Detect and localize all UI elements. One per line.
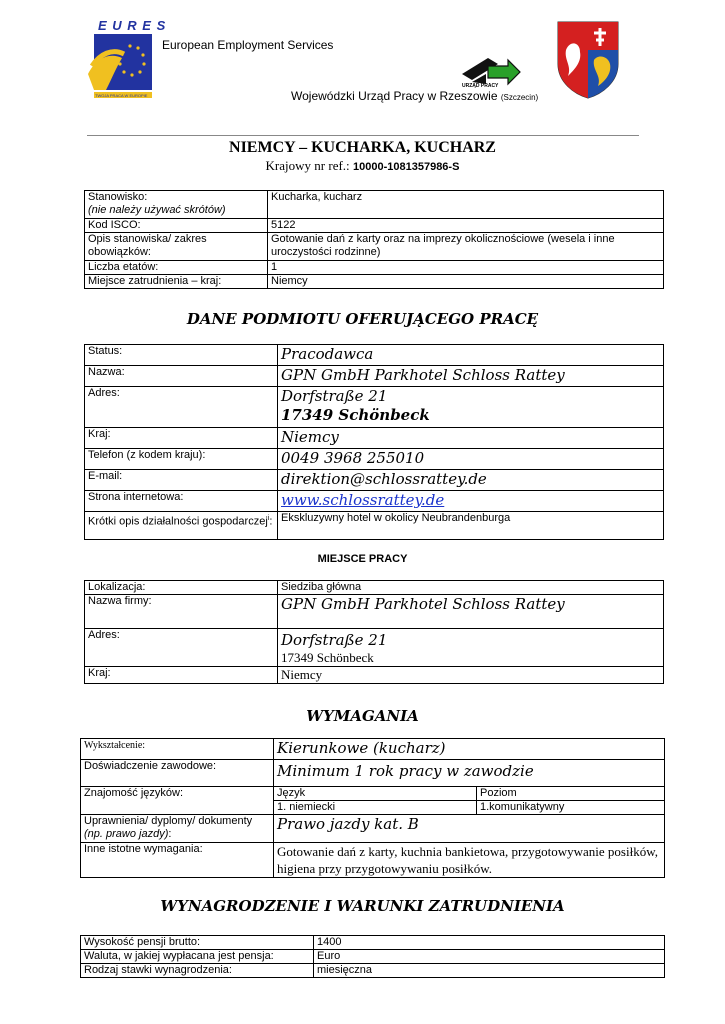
status-label: Status:	[85, 345, 278, 366]
table-row	[81, 739, 665, 760]
table-row	[81, 787, 665, 801]
table-row	[85, 428, 664, 449]
licenses-colon: :	[168, 828, 172, 840]
employer-name-label: Nazwa:	[85, 366, 278, 387]
business-description-label-cell	[85, 512, 278, 540]
coat-of-arms	[556, 20, 620, 100]
employer-name-value: GPN GmbH Parkhotel Schloss Rattey	[278, 366, 664, 387]
workplace-address-city: 17349 Schönbeck	[281, 650, 374, 665]
languages-label: Znajomość języków:	[81, 787, 274, 815]
currency-label: Waluta, w jakiej wypłacana jest pensja:	[81, 950, 314, 964]
job-position-label-cell	[85, 191, 268, 219]
education-value: Kierunkowe (kucharz)	[274, 739, 665, 760]
language-1: 1. niemiecki	[274, 801, 477, 815]
table-row	[85, 366, 664, 387]
isco-value: 5122	[268, 219, 664, 233]
reference-label: Krajowy nr ref.:	[265, 158, 350, 173]
phone-label: Telefon (z kodem kraju):	[85, 449, 278, 470]
workplace-section-title: MIEJSCE PRACY	[317, 553, 408, 565]
table-row	[81, 760, 665, 787]
table-row	[85, 581, 664, 595]
experience-label: Doświadczenie zawodowe:	[81, 760, 274, 787]
job-description-label: Opis stanowiska/ zakres obowiązków:	[85, 233, 268, 261]
eures-logo-text: E U R E S	[98, 18, 167, 33]
table-row	[85, 629, 664, 667]
office-logo-text: URZĄD PRACY	[462, 83, 499, 89]
business-description-colon: :	[269, 515, 273, 528]
employer-address-city: 17349 Schönbeck	[281, 406, 430, 424]
level-header: Poziom	[477, 787, 665, 801]
office-name	[291, 89, 538, 103]
phone-value: 0049 3968 255010	[278, 449, 664, 470]
licenses-label: Uprawnienia/ dyplomy/ dokumenty	[84, 815, 253, 827]
table-row	[85, 191, 664, 219]
email-value: direktion@schlossrattey.de	[278, 470, 664, 491]
employer-address-label: Adres:	[85, 387, 278, 428]
employer-country-value: Niemcy	[278, 428, 664, 449]
table-row	[85, 512, 664, 540]
business-description-value: Ekskluzywny hotel w okolicy Neubrandenburga	[278, 512, 664, 540]
company-name-label: Nazwa firmy:	[85, 595, 278, 629]
table-row	[85, 219, 664, 233]
table-row	[85, 233, 664, 261]
requirements-section-title: WYMAGANIA	[306, 707, 419, 725]
european-services-text: European Employment Services	[162, 38, 334, 52]
email-label: E-mail:	[85, 470, 278, 491]
table-row	[81, 815, 665, 843]
business-description-label: Krótki opis działalności gospodarczej	[88, 515, 268, 528]
workplace-country-label: Miejsce zatrudnienia – kraj:	[85, 275, 268, 289]
requirements-table	[80, 738, 665, 878]
job-position-label: Stanowisko:	[88, 191, 148, 203]
positions-count-value: 1	[268, 261, 664, 275]
reference-line	[0, 158, 725, 174]
table-row	[85, 470, 664, 491]
salary-section-title: WYNAGRODZENIE I WARUNKI ZATRUDNIENIA	[160, 897, 565, 915]
salary-table	[80, 935, 665, 978]
reference-number: 10000-1081357986-S	[353, 161, 460, 173]
table-row	[81, 843, 665, 878]
job-position-note: (nie należy używać skrótów)	[88, 204, 226, 216]
table-row	[85, 667, 664, 684]
employer-section-title: DANE PODMIOTU OFERUJĄCEGO PRACĘ	[186, 310, 539, 328]
workplace-address-label: Adres:	[85, 629, 278, 667]
licenses-label-cell	[81, 815, 274, 843]
employer-address-cell	[278, 387, 664, 428]
footnote-marker[interactable]: i	[267, 515, 270, 522]
table-row	[81, 936, 665, 950]
education-label: Wykształcenie:	[81, 739, 274, 760]
page-title: NIEMCY – KUCHARKA, KUCHARZ	[229, 139, 496, 156]
website-label: Strona internetowa:	[85, 491, 278, 512]
salary-amount-value: 1400	[314, 936, 665, 950]
location-value: Siedziba główna	[278, 581, 664, 595]
rate-type-value: miesięczna	[314, 964, 665, 978]
table-row	[85, 449, 664, 470]
website-cell	[278, 491, 664, 512]
rate-type-label: Rodzaj stawki wynagrodzenia:	[81, 964, 314, 978]
licenses-note: (np. prawo jazdy)	[84, 828, 169, 840]
language-header: Język	[274, 787, 477, 801]
header-divider	[87, 135, 639, 136]
table-row	[85, 345, 664, 366]
website-link[interactable]: www.schlossrattey.de	[281, 491, 445, 509]
workplace-country-value: Niemcy	[268, 275, 664, 289]
level-1: 1.komunikatywny	[477, 801, 665, 815]
employer-address-street: Dorfstraße 21	[281, 387, 388, 405]
job-table	[84, 190, 664, 289]
other-requirements-label: Inne istotne wymagania:	[81, 843, 274, 878]
table-row	[85, 491, 664, 512]
experience-value: Minimum 1 rok pracy w zawodzie	[274, 760, 665, 787]
licenses-note-line	[84, 828, 270, 841]
office-branch: (Szczecin)	[500, 93, 539, 102]
workplace-address-street: Dorfstraße 21	[281, 631, 388, 649]
workplace-country-value: Niemcy	[278, 667, 664, 684]
licenses-value: Prawo jazdy kat. B	[274, 815, 665, 843]
employer-table	[84, 344, 664, 540]
positions-count-label: Liczba etatów:	[85, 261, 268, 275]
company-name-value: GPN GmbH Parkhotel Schloss Rattey	[278, 595, 664, 629]
table-row	[81, 950, 665, 964]
table-row	[85, 387, 664, 428]
other-requirements-value: Gotowanie dań z karty, kuchnia bankietowa, przygotowywanie posiłków, higiena przy przygotowywaniu posiłków.	[274, 843, 665, 878]
job-description-value: Gotowanie dań z karty oraz na imprezy okolicznościowe (wesela i inne uroczystości rodzinne)	[268, 233, 664, 261]
workplace-table	[84, 580, 664, 684]
isco-label: Kod ISCO:	[85, 219, 268, 233]
job-position-value: Kucharka, kucharz	[268, 191, 664, 219]
status-value: Pracodawca	[278, 345, 664, 366]
table-row	[81, 964, 665, 978]
eures-logo-subtext: TWOJA PRACA W EUROPIE	[95, 93, 148, 98]
coat-of-arms-graphic	[556, 20, 620, 100]
table-row	[85, 595, 664, 629]
table-row	[85, 261, 664, 275]
workplace-address-cell	[278, 629, 664, 667]
office-name-text: Wojewódzki Urząd Pracy w Rzeszowie	[291, 89, 498, 103]
workplace-country-label: Kraj:	[85, 667, 278, 684]
location-label: Lokalizacja:	[85, 581, 278, 595]
salary-amount-label: Wysokość pensji brutto:	[81, 936, 314, 950]
currency-value: Euro	[314, 950, 665, 964]
table-row	[85, 275, 664, 289]
employer-country-label: Kraj:	[85, 428, 278, 449]
